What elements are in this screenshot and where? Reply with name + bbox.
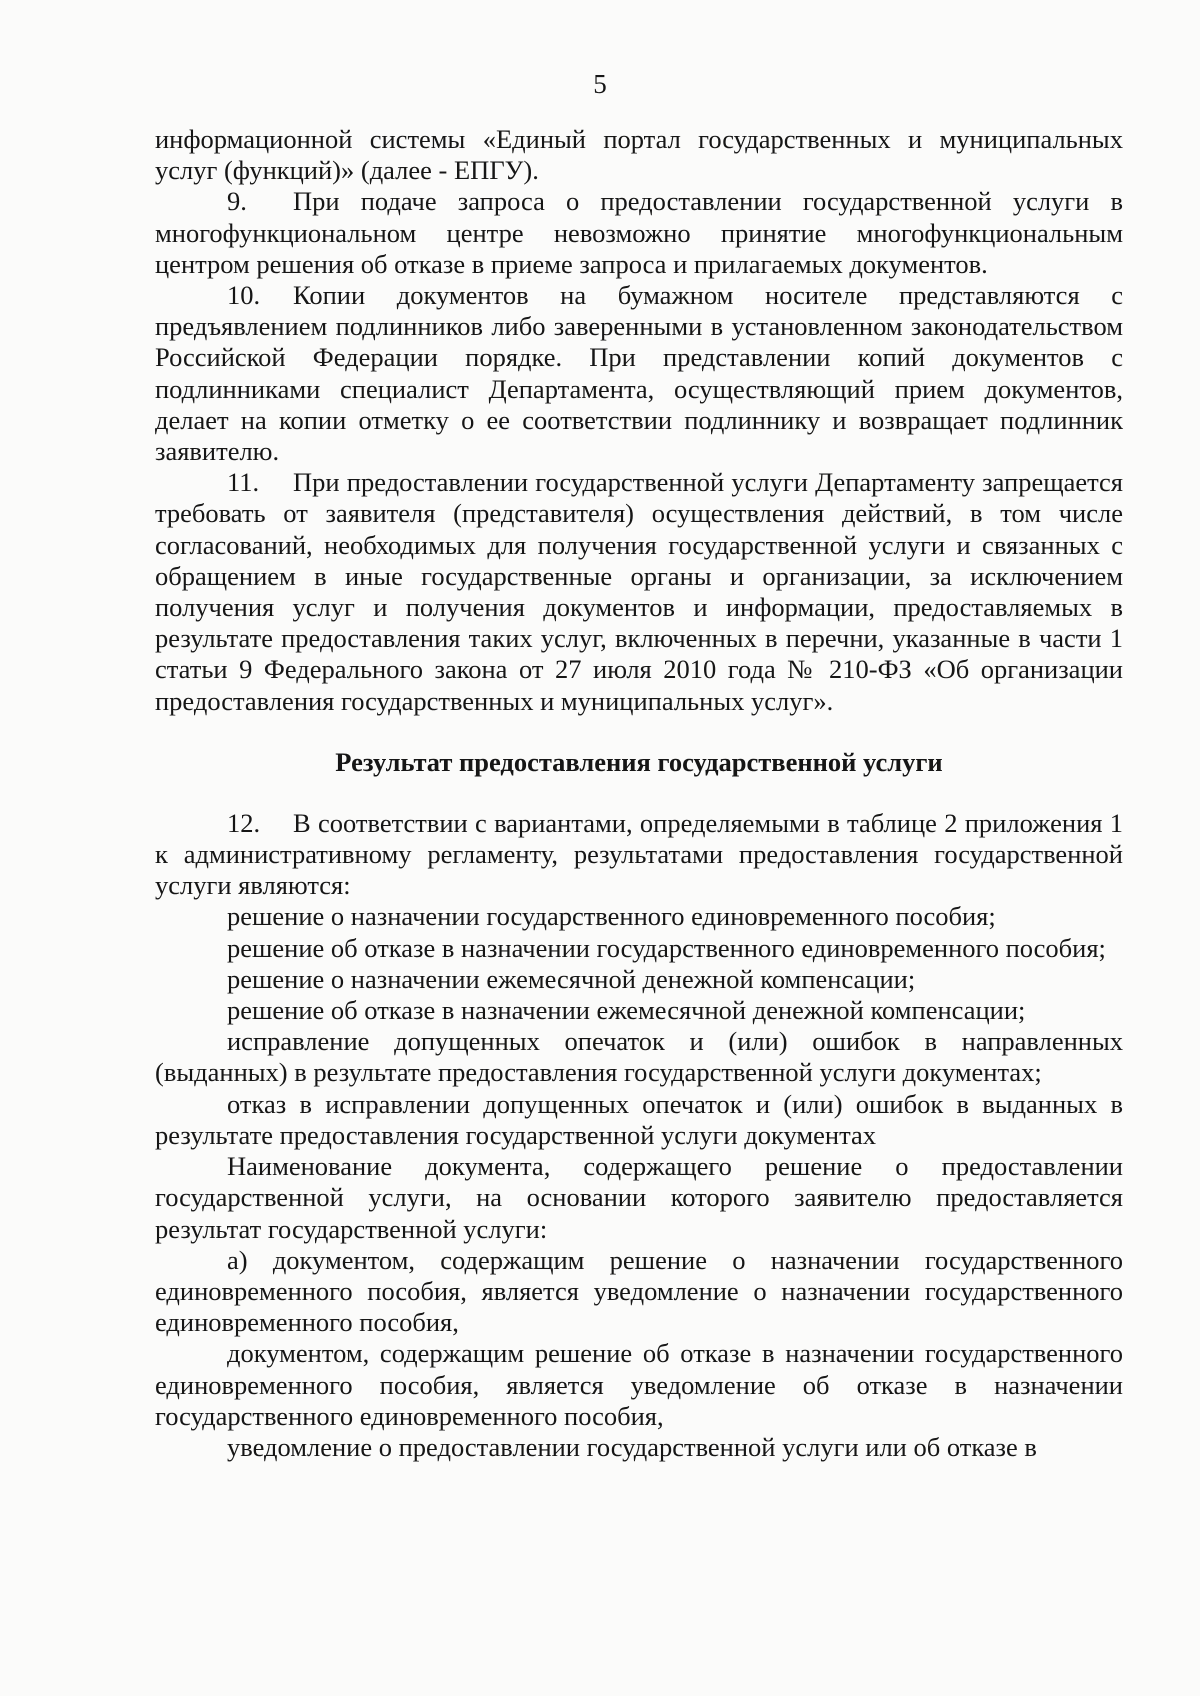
paragraph-9 bbox=[155, 186, 1123, 280]
paragraph-text: В соответствии с вариантами, определяемыми в таблице 2 приложения 1 к административному регламенту, результатами предоставления государственной услуги являются: bbox=[155, 807, 1123, 901]
paragraph-text: Копии документов на бумажном носителе представляются с предъявлением подлинников либо заверенными в установленном законодательством Российской Федерации порядке. При представлении копий документов с подлинниками специалист Департамента, осуществляющий прием документов, делает на копии отметку о ее соответствии подлиннику и возвращает подлинник заявителю. bbox=[155, 280, 1123, 467]
paragraph-text: документом, содержащим решение об отказе в назначении государственного единовременного пособия, является уведомление об отказе в назначении государственного единовременного пособия, bbox=[155, 1338, 1123, 1431]
paragraph-text: отказ в исправлении допущенных опечаток и (или) ошибок в выданных в результате предоставления государственной услуги документах bbox=[155, 1088, 1123, 1150]
section-heading: Результат предоставления государственной услуги bbox=[335, 746, 943, 777]
paragraph-continuation bbox=[155, 124, 1123, 186]
paragraph-text: решение об отказе в назначении государственного единовременного пособия; bbox=[227, 932, 1106, 963]
page-number: 5 bbox=[593, 69, 607, 99]
result-item bbox=[155, 1026, 1123, 1088]
result-item bbox=[155, 933, 1123, 964]
paragraph-number: 9. bbox=[227, 186, 247, 217]
paragraph-number: 11. bbox=[227, 467, 260, 498]
subitem-b bbox=[155, 1338, 1123, 1432]
paragraph-number: 10. bbox=[227, 280, 261, 311]
paragraph-11 bbox=[155, 467, 1123, 717]
paragraph-12 bbox=[155, 808, 1123, 902]
paragraph-text: информационной системы «Единый портал государственных и муниципальных услуг (функций)» (далее - ЕПГУ). bbox=[155, 124, 1123, 186]
document-name-paragraph bbox=[155, 1151, 1123, 1245]
result-item bbox=[155, 901, 1123, 932]
paragraph-text: уведомление о предоставлении государственной услуги или об отказе в bbox=[227, 1431, 1037, 1462]
paragraph-text: а) документом, содержащим решение о назначении государственного единовременного пособия, является уведомление о назначении государственного единовременного пособия, bbox=[155, 1244, 1123, 1338]
result-item bbox=[155, 1089, 1123, 1151]
paragraph-text: решение о назначении государственного единовременного пособия; bbox=[227, 901, 996, 932]
paragraph-number: 12. bbox=[227, 807, 261, 838]
paragraph-text: решение об отказе в назначении ежемесячной денежной компенсации; bbox=[227, 995, 1026, 1026]
paragraph-text: Наименование документа, содержащего решение о предоставлении государственной услуги, на основании которого заявителю предоставляется результат государственной услуги: bbox=[155, 1151, 1123, 1244]
document-body bbox=[155, 124, 1123, 1463]
paragraph-10 bbox=[155, 280, 1123, 467]
paragraph-text: При предоставлении государственной услуги Департаменту запрещается требовать от заявителя (представителя) осуществления действий, в том числе согласований, необходимых для получения государственной услуги и связанных с обращением в иные государственные органы и организации, за исключением получения услуг и получения документов и информации, предоставляемых в результате предоставления таких услуг, включенных в перечни, указанные в части 1 статьи 9 Федерального закона от 27 июля 2010 года № 210-ФЗ «Об организации предоставления государственных и муниципальных услуг». bbox=[155, 467, 1123, 716]
subitem-a bbox=[155, 1245, 1123, 1339]
result-item bbox=[155, 995, 1123, 1026]
result-item bbox=[155, 964, 1123, 995]
subitem-c bbox=[155, 1432, 1123, 1463]
paragraph-text: исправление допущенных опечаток и (или) ошибок в направленных (выданных) в результате предоставления государственной услуги документах; bbox=[155, 1026, 1123, 1088]
paragraph-text: решение о назначении ежемесячной денежной компенсации; bbox=[227, 963, 916, 994]
paragraph-text: При подаче запроса о предоставлении государственной услуги в многофункциональном центре невозможно принятие многофункциональным центром решения об отказе в приеме запроса и прилагаемых документов. bbox=[155, 186, 1123, 279]
